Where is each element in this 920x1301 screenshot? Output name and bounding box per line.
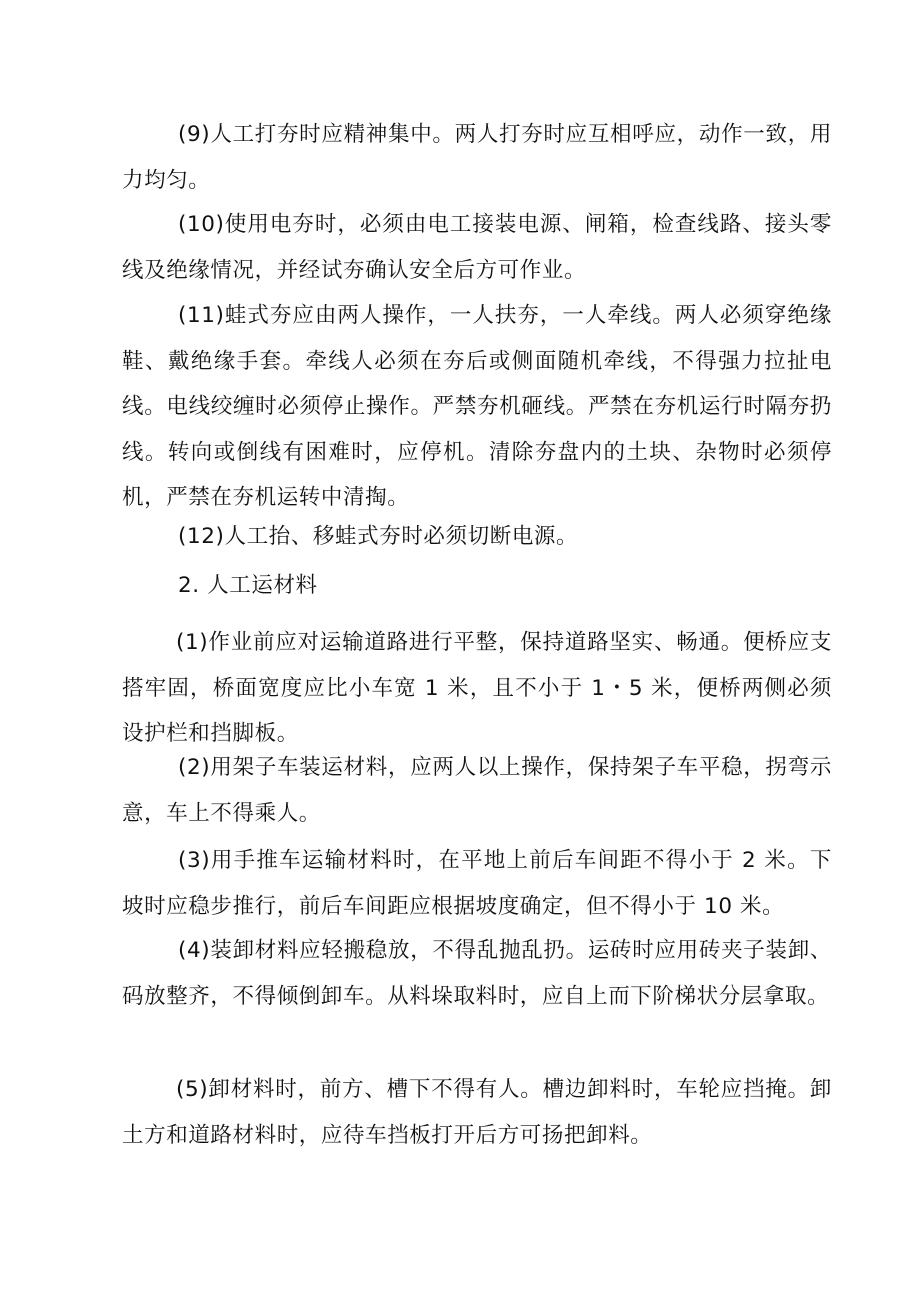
paragraph-item-11: (11)蛙式夯应由两人操作，一人扶夯，一人牵线。两人必须穿绝缘鞋、戴绝缘手套。牵线人必须在夯后或侧面随机牵线，不得强力拉扯电线。电线绞缠时必须停止操作。严禁夯机砸线。严禁在夯机运行时隔夯扔线。转向或倒线有困难时，应停机。清除夯盘内的土块、杂物时必须停机，严禁在夯机运转中清掏。	[122, 303, 832, 510]
paragraph-item-12: (12)人工抬、移蛙式夯时必须切断电源。	[178, 524, 579, 549]
paragraph-item-10: (10)使用电夯时，必须由电工接装电源、闸箱，检查线路、接头零线及绝缘情况，并经试夯确认安全后方可作业。	[122, 212, 832, 283]
section-paragraph-2: (2)用架子车装运材料，应两人以上操作，保持架子车平稳，拐弯示意，车上不得乘人。	[122, 755, 832, 826]
section-paragraph-1: (1)作业前应对运输道路进行平整，保持道路坚实、畅通。便桥应支搭牢固，桥面宽度应比小车宽 1 米，且不小于 1・5 米，便桥两侧必须设护栏和挡脚板。	[122, 630, 832, 746]
paragraph-item-9: (9)人工打夯时应精神集中。两人打夯时应互相呼应，动作一致，用力均匀。	[122, 122, 832, 193]
section-paragraph-5: (5)卸材料时，前方、槽下不得有人。槽边卸料时，车轮应挡掩。卸土方和道路材料时，应待车挡板打开后方可扬把卸料。	[122, 1077, 832, 1148]
section-paragraph-4: (4)装卸材料应轻搬稳放，不得乱抛乱扔。运砖时应用砖夹子装卸、码放整齐，不得倾倒卸车。从料垛取料时，应自上而下阶梯状分层拿取。	[122, 938, 832, 1009]
section-paragraph-3: (3)用手推车运输材料时，在平地上前后车间距不得小于 2 米。下坡时应稳步推行，前后车间距应根据坡度确定，但不得小于 10 米。	[122, 848, 832, 919]
section-heading: 2. 人工运材料	[178, 573, 318, 598]
